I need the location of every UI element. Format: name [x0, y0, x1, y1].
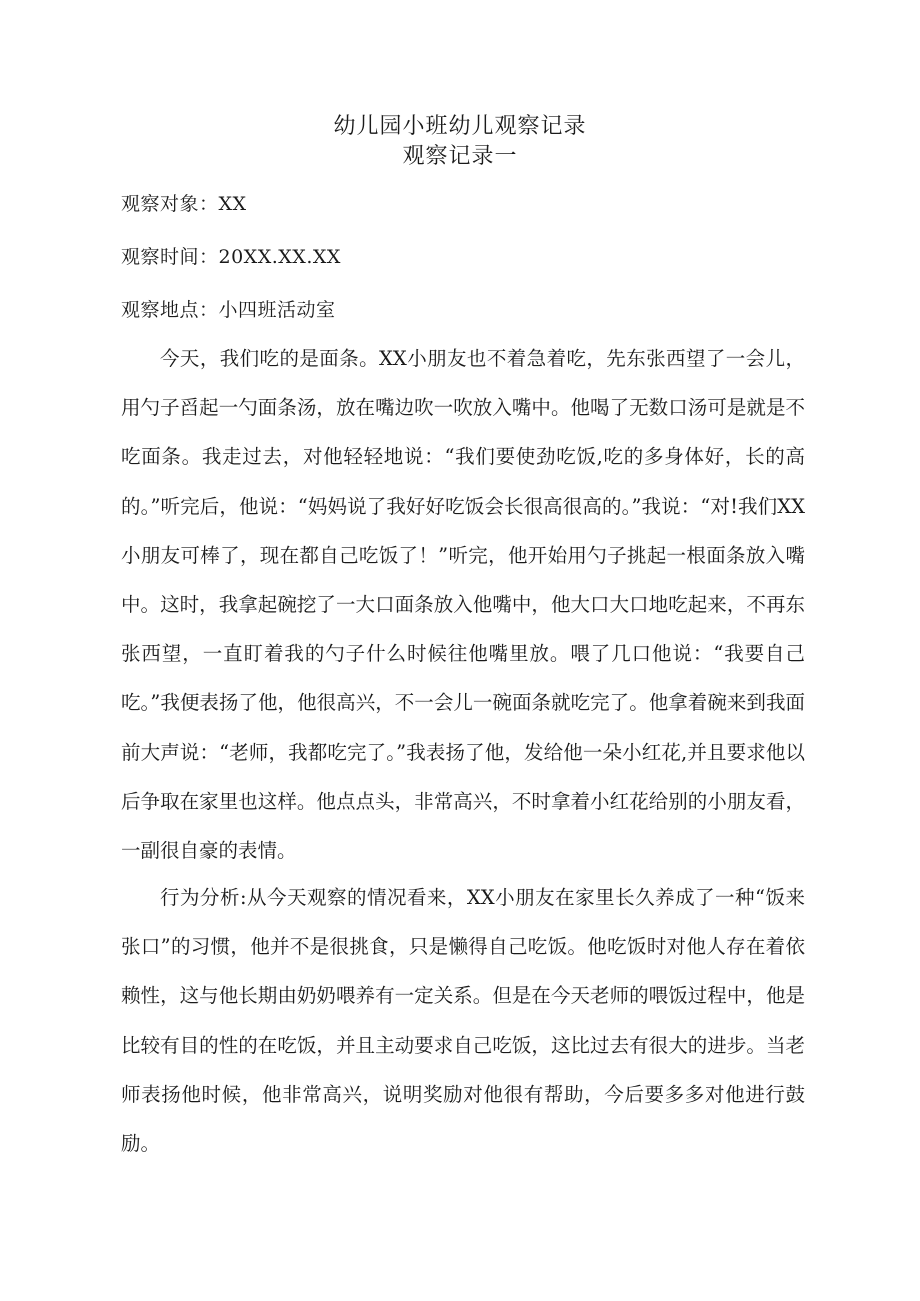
behavior-analysis-paragraph: 行为分析:从今天观察的情况看来，XX小朋友在家里长久养成了一种“饭来张口”的习惯，他并不是很挑食，只是懒得自己吃饭。他吃饭时对他人存在着依赖性，这与他长期由奶奶喂养有一定关系。但是在今天老师的喂饭过程中，他是比较有目的性的在吃饭，并且主动要求自己吃饭，这比过去有很大的进步。当老师表扬他时候，他非常高兴，说明奖励对他很有帮助，今后要多多对他进行鼓励。 [121, 886, 805, 1156]
observation-time: 观察时间：20XX.XX.XX [121, 246, 341, 268]
observation-paragraph: 今天，我们吃的是面条。XX小朋友也不着急着吃，先东张西望了一会儿，用勺子舀起一勺面条汤，放在嘴边吹一吹放入嘴中。他喝了无数口汤可是就是不吃面条。我走过去，对他轻轻地说：“我们要使劲吃饭,吃的多身体好，长的高的。”听完后，他说：“妈妈说了我好好吃饭会长很高很高的。”我说：“对!我们XX小朋友可棒了，现在都自己吃饭了！”听完，他开始用勺子挑起一根面条放入嘴中。这时，我拿起碗挖了一大口面条放入他嘴中，他大口大口地吃起来，不再东张西望，一直盯着我的勺子什么时候往他嘴里放。喂了几口他说：“我要自己吃。”我便表扬了他，他很高兴，不一会儿一碗面条就吃完了。他拿着碗来到我面前大声说：“老师，我都吃完了。”我表扬了他，发给他一朵小红花,并且要求他以后争取在家里也这样。他点点头，非常高兴，不时拿着小红花给别的小朋友看，一副很自豪的表情。 [121, 347, 805, 863]
document-subtitle: 观察记录一 [402, 144, 518, 169]
observation-object: 观察对象：XX [121, 193, 247, 215]
observation-place: 观察地点：小四班活动室 [121, 299, 336, 321]
document-title: 幼儿园小班幼儿观察记录 [333, 114, 587, 139]
